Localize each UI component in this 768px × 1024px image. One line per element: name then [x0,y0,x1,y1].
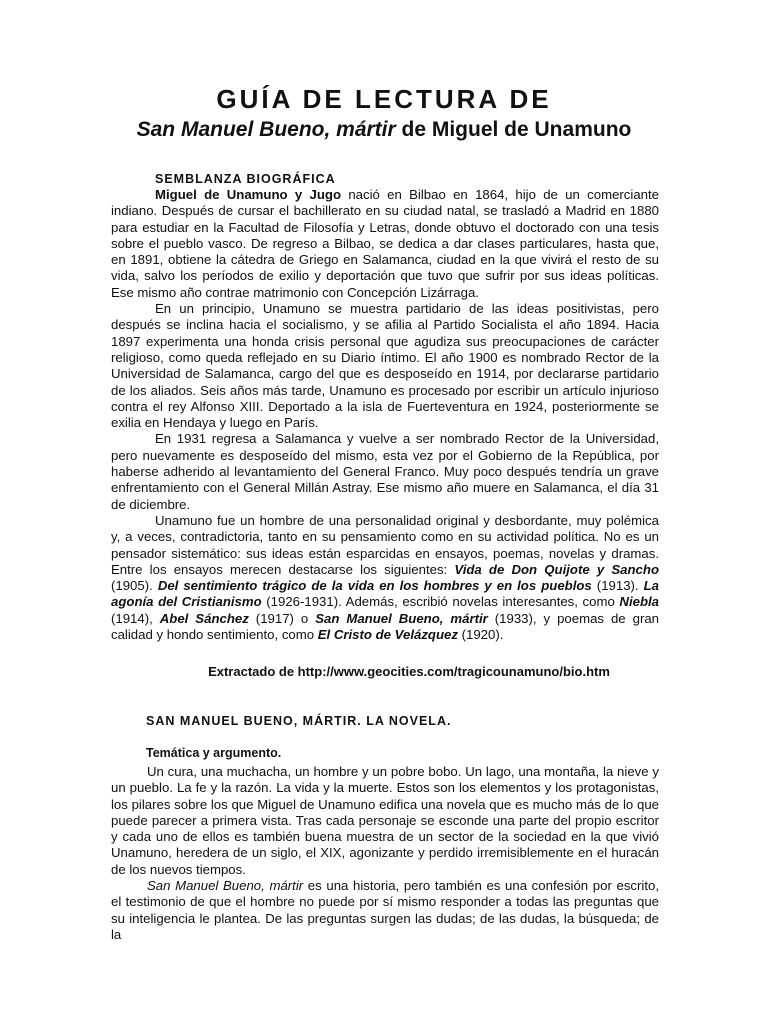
subsection-heading: Temática y argumento. [146,746,282,760]
work-author: de Miguel de Unamuno [395,118,632,141]
work-reference: San Manuel Bueno, mártir [315,610,488,626]
paragraph-text: (1914), [111,610,160,626]
paragraph-text: (1917) o [248,610,316,626]
section-heading-novela: SAN MANUEL BUENO, MÁRTIR. LA NOVELA. [146,714,452,728]
paragraph: Un cura, una muchacha, un hombre y un pobre bobo. Un lago, una montaña, la nieve y un pueblo. La fe y la razón. La vida y la muerte. Estos son los elementos y los protagonistas, los pilares sobre los que Miguel de Unamuno edifica una novela que es mucho más de lo que puede parecer a primera vista. Tras cada personaje se esconde una parte del propio escritor y cada uno de ellos es también buena muestra de un sector de la sociedad en la que vivió Unamuno, heredera de un siglo, el XIX, agonizante y perdido irremisiblemente en el huracán de los nuevos tiempos. [111,764,659,877]
paragraph-text: Unamuno fue un hombre de una personalidad original y desbordante, muy polémica y, a veces, contradictoria, tanto en su pensamiento como en su actividad política. No es un pensador sistemático: sus ideas están esparcidas en ensayos, poemas, novelas y dramas. Entre los ensayos merecen destacarse los siguientes: [111,512,659,577]
paragraph-text: (1926-1931). Además, escribió novelas interesantes, como [261,594,620,610]
paragraph [111,513,659,643]
paragraph: En un principio, Unamuno se muestra partidario de las ideas positivistas, pero después se inclina hacia el socialismo, y se afilia al Partido Socialista el año 1894. Hacia 1897 experimenta una honda crisis personal que agudiza sus preocupaciones de carácter religioso, como queda reflejado en su Diario íntimo. El año 1900 es nombrado Rector de la Universidad de Salamanca, cargo del que es desposeído en 1914, por declararse partidario de los aliados. Seis años más tarde, Unamuno es procesado por escribir un artículo injurioso contra el rey Alfonso XIII. Deportado a la isla de Fuerteventura en 1924, posteriormente se exilia en Hendaya y luego en París. [111,301,659,431]
document-title: GUÍA DE LECTURA DE [216,84,552,114]
work-reference: La agonía del Cristianismo [111,578,659,610]
work-reference: Vida de Don Quijote y Sancho [454,561,659,577]
paragraph: En 1931 regresa a Salamanca y vuelve a ser nombrado Rector de la Universidad, pero nuevamente es desposeído del mismo, esta vez por el Gobierno de la República, por haberse adherido al levantamiento del General Franco. Muy poco después tendría un grave enfrentamiento con el General Millán Astray. Ese mismo año muere en Salamanca, el día 31 de diciembre. [111,431,659,512]
work-reference: San Manuel Bueno, mártir [147,878,304,894]
semblanza-body [111,187,659,643]
document-subtitle [0,116,768,144]
paragraph-text: (1905). [111,578,158,594]
work-reference: Abel Sánchez [159,610,249,626]
paragraph-text: nació en Bilbao en 1864, hijo de un comerciante indiano. Después de cursar el bachillerato en su ciudad natal, se trasladó a Madrid en 1880 para estudiar en la Facultad de Filosofía y Letras, donde obtuvo el doctorado con una tesis sobre el pueblo vasco. De regreso a Bilbao, se dedica a dar clases particulares, hasta que, en 1891, obtiene la cátedra de Griego en Salamanca, ciudad en la que vivirá el resto de su vida, salvo los períodos de exilio y deportación que tuvo que sufrir por sus ideas políticas. Ese mismo año contrae matrimonio con Concepción Lizárraga. [111,187,659,300]
paragraph [111,878,659,943]
source-citation: Extractado de http://www.geocities.com/tragicounamuno/bio.htm [208,664,610,679]
paragraph-text: es una historia, pero también es una confesión por escrito, el testimonio de que el hombre no puede por sí mismo responder a todas las preguntas que su inteligencia le plantea. De las preguntas surgen las dudas; de las dudas, la búsqueda; de la [111,878,659,942]
author-name: Miguel de Unamuno y Jugo [155,187,342,202]
work-reference: Niebla [619,594,659,610]
paragraph-text: (1933), y poemas de gran calidad y hondo sentimiento, como [111,610,659,643]
novela-body [111,764,659,943]
paragraph [111,187,659,301]
section-heading-semblanza: SEMBLANZA BIOGRÁFICA [155,172,336,186]
work-reference: Del sentimiento trágico de la vida en los hombres y en los pueblos [157,578,592,594]
work-title: San Manuel Bueno, mártir [136,118,396,141]
paragraph-text: (1920). [457,627,504,643]
paragraph-text: (1913). [591,578,644,594]
work-reference: El Cristo de Velázquez [317,627,458,643]
